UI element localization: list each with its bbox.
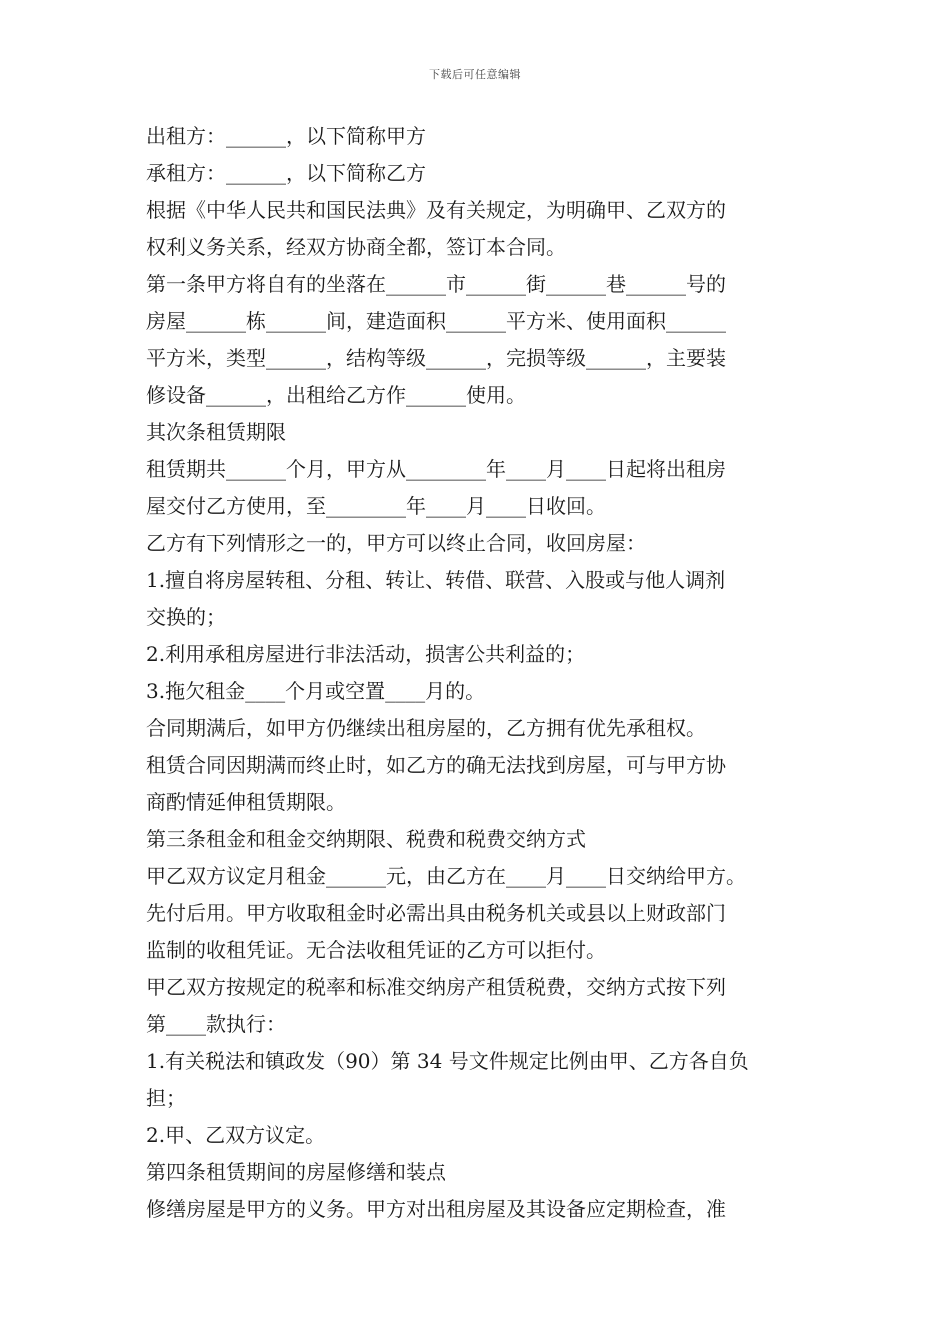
text-line: 根据《中华人民共和国民法典》及有关规定，为明确甲、乙双方的 (146, 198, 726, 222)
text-line: 承租方：______，以下简称乙方 (146, 161, 426, 185)
text-line: 2.利用承租房屋进行非法活动，损害公共利益的； (146, 642, 586, 666)
text-line: 出租方：______，以下简称甲方 (146, 124, 426, 148)
text-line: 租赁合同因期满而终止时，如乙方的确无法找到房屋，可与甲方协 (146, 753, 726, 777)
text-line: 监制的收租凭证。无合法收租凭证的乙方可以拒付。 (146, 938, 606, 962)
contract-body (146, 118, 816, 1228)
text-line: 2.甲、乙双方议定。 (146, 1123, 326, 1147)
section-heading: 其次条租赁期限 (146, 420, 286, 444)
text-line: 1.有关税法和镇政发（90）第 34 号文件规定比例由甲、乙方各自负 (146, 1049, 749, 1073)
text-line: 1.擅自将房屋转租、分租、转让、转借、联营、入股或与他人调剂 (146, 568, 726, 592)
text-line: 担； (146, 1086, 186, 1110)
text-line: 平方米，类型______，结构等级______，完损等级______，主要装 (146, 346, 726, 370)
section-heading: 第四条租赁期间的房屋修缮和装点 (146, 1160, 446, 1184)
text-line: 屋交付乙方使用，至________年____月____日收回。 (146, 494, 606, 518)
text-line: 甲乙双方议定月租金______元，由乙方在____月____日交纳给甲方。 (146, 864, 746, 888)
text-line: 商酌情延伸租赁期限。 (146, 790, 346, 814)
text-line: 交换的； (146, 605, 226, 629)
page-header-note: 下载后可任意编辑 (429, 68, 521, 81)
text-line: 乙方有下列情形之一的，甲方可以终止合同，收回房屋： (146, 531, 646, 555)
text-line: 第一条甲方将自有的坐落在______市______街______巷______号的 (146, 272, 726, 296)
section-heading: 第三条租金和租金交纳期限、税费和税费交纳方式 (146, 827, 586, 851)
text-line: 先付后用。甲方收取租金时必需出具由税务机关或县以上财政部门 (146, 901, 726, 925)
text-line: 甲乙双方按规定的税率和标准交纳房产租赁税费，交纳方式按下列 (146, 975, 726, 999)
text-line: 权利义务关系，经双方协商全都，签订本合同。 (146, 235, 566, 259)
text-line: 房屋______栋______间，建造面积______平方米、使用面积______ (146, 309, 726, 333)
text-line: 租赁期共______个月，甲方从________年____月____日起将出租房 (146, 457, 726, 481)
text-line: 修设备______，出租给乙方作______使用。 (146, 383, 526, 407)
text-line: 第____款执行： (146, 1012, 286, 1036)
text-line: 合同期满后，如甲方仍继续出租房屋的，乙方拥有优先承租权。 (146, 716, 706, 740)
text-line: 3.拖欠租金____个月或空置____月的。 (146, 679, 486, 703)
text-line: 修缮房屋是甲方的义务。甲方对出租房屋及其设备应定期检查，准 (146, 1197, 726, 1221)
